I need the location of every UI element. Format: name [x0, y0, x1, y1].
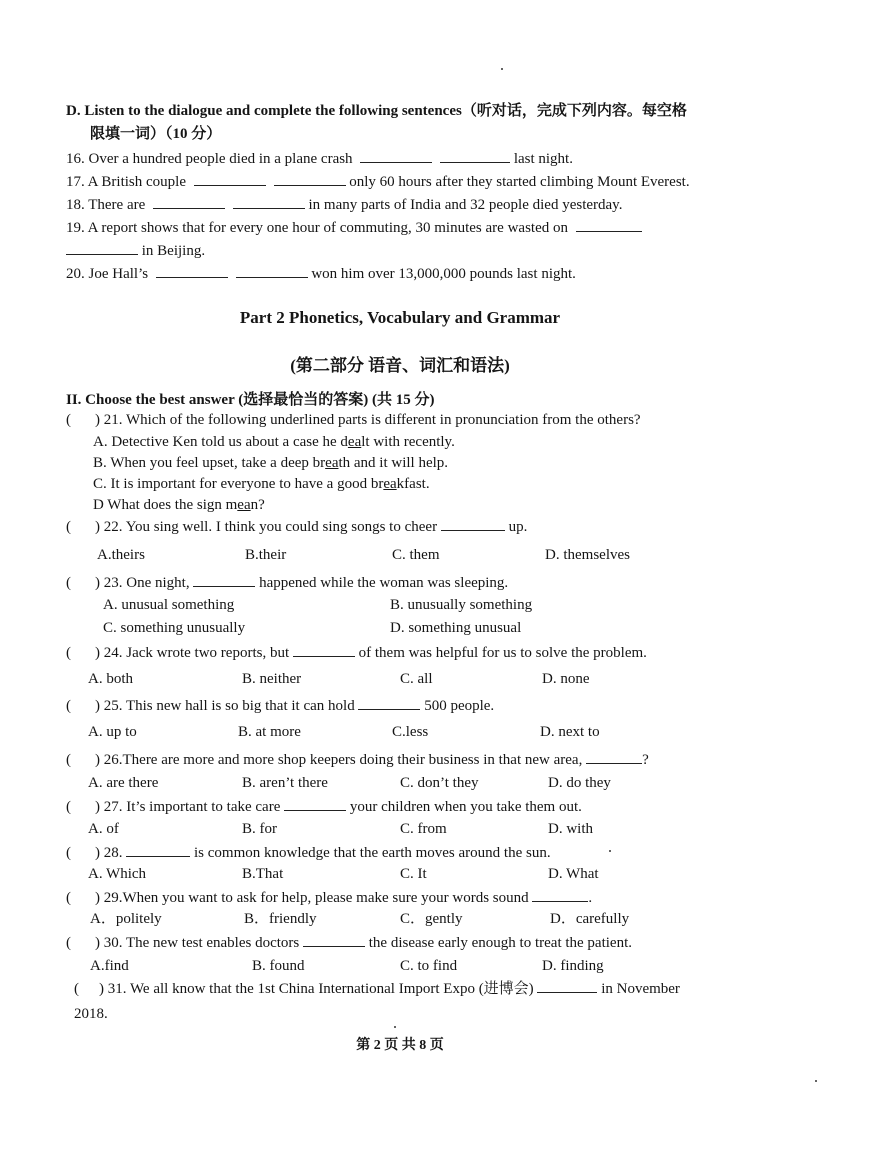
question-18: [66, 194, 622, 215]
q20-text: 20. Joe Hall’s: [66, 266, 149, 282]
q23-option-a[interactable]: A. unusual something: [103, 597, 235, 613]
q24-option-c[interactable]: C. all: [400, 671, 433, 687]
q27-option-c[interactable]: C. from: [400, 821, 447, 837]
q26-stem-end: ?: [642, 752, 649, 768]
answer-paren[interactable]: (: [66, 519, 71, 535]
q30-option-c[interactable]: C. to find: [400, 958, 458, 974]
q21-a-text-end: lt with recently.: [361, 434, 455, 450]
q21-c-text: C. It is important for everyone to have a good br: [93, 476, 384, 492]
answer-paren[interactable]: (: [66, 698, 71, 714]
q16-blank-2[interactable]: [440, 148, 510, 163]
q16-text-end: last night.: [513, 151, 573, 167]
q28-option-c[interactable]: C. It: [400, 866, 427, 882]
question-28: [66, 842, 551, 863]
q17-blank-2[interactable]: [274, 171, 346, 186]
q29-stem-end: .: [588, 890, 593, 906]
q26-option-c[interactable]: C. don’t they: [400, 775, 479, 791]
q24-blank[interactable]: [293, 642, 355, 657]
q18-text: 18. There are: [66, 197, 146, 213]
q21-option-d[interactable]: [93, 495, 265, 515]
question-22: [66, 516, 527, 537]
q26-stem: ) 26.There are more and more shop keepers doing their business in that new area,: [95, 752, 583, 768]
q31-stem: ) 31. We all know that the 1st China International Import Expo (进博会): [99, 981, 534, 997]
question-25: [66, 695, 494, 716]
scan-speck: [815, 1080, 817, 1082]
answer-paren[interactable]: (: [66, 575, 71, 591]
q29-option-a[interactable]: A．politely: [90, 911, 162, 927]
q20-text-end: won him over 13,000,000 pounds last night.: [311, 266, 576, 282]
q29-option-c[interactable]: C．gently: [400, 911, 463, 927]
question-26: [66, 749, 649, 770]
q25-blank[interactable]: [358, 695, 420, 710]
q22-stem: ) 22. You sing well. I think you could sing songs to cheer: [95, 519, 438, 535]
q27-stem: ) 27. It’s important to take care: [95, 799, 281, 815]
q23-option-d[interactable]: D. something unusual: [390, 620, 522, 636]
q27-stem-end: your children when you take them out.: [349, 799, 582, 815]
q30-option-b[interactable]: B. found: [252, 958, 305, 974]
q22-option-b[interactable]: B.their: [245, 547, 287, 563]
q26-option-a[interactable]: A. are there: [88, 775, 159, 791]
section-d-instruction: D. Listen to the dialogue and complete the following sentences（听对话，完成下列内容。每空格: [66, 103, 687, 119]
q26-blank[interactable]: [586, 749, 642, 764]
q20-blank-1[interactable]: [156, 263, 228, 278]
answer-paren[interactable]: (: [66, 935, 71, 951]
q22-stem-end: up.: [508, 519, 528, 535]
q21-b-underline: ea: [325, 455, 339, 471]
q25-stem: ) 25. This new hall is so big that it can hold: [95, 698, 355, 714]
q23-blank[interactable]: [193, 572, 255, 587]
q30-stem-end: the disease early enough to treat the patient.: [368, 935, 632, 951]
question-17: [66, 171, 690, 192]
q28-stem: ) 28.: [95, 845, 123, 861]
q29-option-b[interactable]: B．friendly: [244, 911, 317, 927]
q21-d-text-end: n?: [250, 497, 265, 513]
q25-stem-end: 500 people.: [424, 698, 495, 714]
q24-option-d[interactable]: D. none: [542, 671, 590, 687]
q30-stem: ) 30. The new test enables doctors: [95, 935, 300, 951]
q19-text: 19. A report shows that for every one hour of commuting, 30 minutes are wasted on: [66, 220, 568, 236]
q16-blank-1[interactable]: [360, 148, 432, 163]
q19-blank-1[interactable]: [576, 217, 642, 232]
answer-paren[interactable]: (: [66, 890, 71, 906]
page-number: 第 2 页 共 8 页: [356, 1038, 444, 1053]
q23-option-c[interactable]: C. something unusually: [103, 620, 246, 636]
q18-blank-1[interactable]: [153, 194, 225, 209]
question-24: [66, 642, 647, 663]
q28-option-a[interactable]: A. Which: [88, 866, 147, 882]
q23-option-b[interactable]: B. unusually something: [390, 597, 533, 613]
q25-option-c[interactable]: C.less: [392, 724, 429, 740]
answer-paren[interactable]: (: [66, 412, 71, 428]
q22-option-a[interactable]: A.theirs: [97, 547, 145, 563]
question-31: [74, 978, 680, 999]
q31-stem-end: in November: [601, 981, 680, 997]
q21-b-text-end: th and it will help.: [338, 455, 449, 471]
q17-text: 17. A British couple: [66, 174, 186, 190]
part2-subtitle: (第二部分 语音、词汇和语法): [290, 356, 510, 375]
q21-option-b[interactable]: [93, 453, 448, 473]
section-d-instruction-cont: 限填一词）（10 分）: [90, 126, 222, 142]
q23-stem-end: happened while the woman was sleeping.: [259, 575, 509, 591]
scan-speck: [501, 68, 503, 70]
q21-b-text: B. When you feel upset, take a deep br: [93, 455, 326, 471]
q27-option-d[interactable]: D. with: [548, 821, 593, 837]
q20-blank-2[interactable]: [236, 263, 308, 278]
q30-option-a[interactable]: A.find: [90, 958, 129, 974]
q25-option-b[interactable]: B. at more: [238, 724, 301, 740]
q21-a-underline: ea: [347, 434, 362, 450]
section-ii-header: II. Choose the best answer (选择最恰当的答案) (共 15 分): [66, 392, 435, 408]
q21-stem: ) 21. Which of the following underlined parts is different in pronunciation from the others?: [95, 412, 641, 428]
question-23: [66, 572, 508, 593]
q26-option-d[interactable]: D. do they: [548, 775, 611, 791]
q18-blank-2[interactable]: [233, 194, 305, 209]
question-21: [66, 410, 641, 430]
q19-text-end: in Beijing.: [141, 243, 206, 259]
q19-blank-2[interactable]: [66, 240, 138, 255]
question-19: [66, 217, 642, 238]
answer-paren[interactable]: (: [74, 981, 79, 997]
q27-option-b[interactable]: B. for: [242, 821, 277, 837]
question-19-cont: [66, 240, 205, 261]
question-30: [66, 932, 632, 953]
q25-option-d[interactable]: D. next to: [540, 724, 600, 740]
q21-c-underline: ea: [383, 476, 397, 492]
question-16: [66, 148, 573, 169]
q31-blank[interactable]: [537, 978, 597, 993]
q29-blank[interactable]: [532, 887, 588, 902]
scan-speck: [609, 850, 611, 852]
answer-paren[interactable]: (: [66, 799, 71, 815]
q21-option-c[interactable]: [93, 474, 430, 494]
q29-stem: ) 29.When you want to ask for help, please make sure your words sound: [95, 890, 529, 906]
q24-option-a[interactable]: A. both: [88, 671, 133, 687]
q25-option-a[interactable]: A. up to: [88, 724, 137, 740]
q22-blank[interactable]: [441, 516, 505, 531]
q26-option-b[interactable]: B. aren’t there: [242, 775, 328, 791]
q23-stem: ) 23. One night,: [95, 575, 190, 591]
q21-d-text: D What does the sign m: [93, 497, 238, 513]
answer-paren[interactable]: (: [66, 645, 71, 661]
question-27: [66, 796, 582, 817]
question-20: [66, 263, 576, 284]
q21-c-text-end: kfast.: [396, 476, 430, 492]
q30-blank[interactable]: [303, 932, 365, 947]
answer-paren[interactable]: (: [66, 752, 71, 768]
q22-option-c[interactable]: C. them: [392, 547, 440, 563]
scan-speck: [394, 1026, 396, 1028]
q24-stem: ) 24. Jack wrote two reports, but: [95, 645, 290, 661]
q18-text-end: in many parts of India and 32 people died yesterday.: [308, 197, 623, 213]
q28-blank[interactable]: [126, 842, 190, 857]
q28-option-d[interactable]: D. What: [548, 866, 599, 882]
q21-a-text: A. Detective Ken told us about a case he d: [93, 434, 348, 450]
q30-option-d[interactable]: D. finding: [542, 958, 604, 974]
q27-option-a[interactable]: A. of: [88, 821, 119, 837]
q21-option-a[interactable]: [93, 432, 455, 452]
answer-paren[interactable]: (: [66, 845, 71, 861]
q24-option-b[interactable]: B. neither: [242, 671, 302, 687]
q16-text: 16. Over a hundred people died in a plane crash: [66, 151, 353, 167]
part2-title: Part 2 Phonetics, Vocabulary and Grammar: [239, 308, 561, 327]
q28-option-b[interactable]: B.That: [242, 866, 284, 882]
q21-d-underline: ea: [237, 497, 251, 513]
q17-text-end: only 60 hours after they started climbing Mount Everest.: [349, 174, 690, 190]
q29-option-d[interactable]: D．carefully: [550, 911, 630, 927]
q22-option-d[interactable]: D. themselves: [545, 547, 630, 563]
q31-stem-cont: 2018.: [74, 1006, 108, 1022]
q28-stem-end: is common knowledge that the earth moves around the sun.: [194, 845, 551, 861]
q24-stem-end: of them was helpful for us to solve the problem.: [358, 645, 647, 661]
q17-blank-1[interactable]: [194, 171, 266, 186]
question-29: [66, 887, 592, 908]
q27-blank[interactable]: [284, 796, 346, 811]
